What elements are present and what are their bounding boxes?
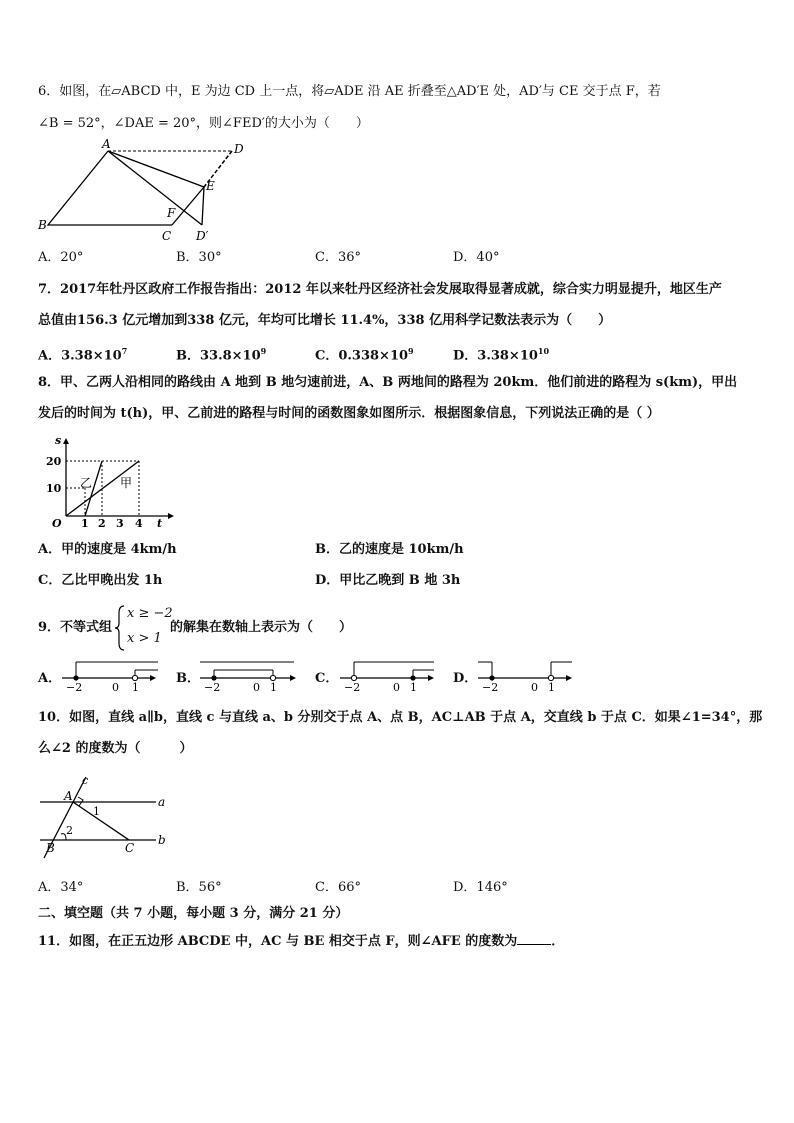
q8-xtick-4: 4 [135, 517, 143, 530]
q11-text: 11．如图，在正五边形 ABCDE 中，AC 与 BE 相交于点 F，则∠AFE 的度数为 [38, 934, 518, 949]
q8-series-yi: 乙 [80, 476, 93, 490]
q8-function-graph [40, 436, 180, 531]
q8-xtick-1: 1 [81, 517, 89, 530]
q11-end: ． [551, 934, 565, 949]
q8-stem-line1: 8．甲、乙两人沿相同的路线由 A 地到 B 地匀速前进，A、B 两地间的路程为 20km．他们前进的路程为 s(km)，甲出 [38, 375, 738, 390]
q6-option-a[interactable]: A．20° [38, 250, 84, 265]
q8-origin: O [52, 517, 62, 530]
q6-stem-line2: ∠B = 52°，∠DAE = 20°，则∠FED′的大小为（ ） [38, 116, 369, 131]
q7-stem-line1: 7．2017年牡丹区政府工作报告指出：2012 年以来牡丹区经济社会发展取得显著成就，综合实力明显提升，地区生产 [38, 282, 722, 297]
q7-option-c-base: C．0.338×10 [315, 348, 409, 364]
q10-option-a[interactable]: A．34° [38, 880, 84, 895]
q8-option-a[interactable]: A．甲的速度是 4km/h [38, 542, 177, 557]
q9-a-tick-0: 0 [112, 681, 119, 694]
q7-option-b[interactable] [176, 342, 266, 365]
q7-option-b-exp: 9 [260, 346, 267, 356]
q7-option-c[interactable] [315, 342, 414, 365]
q7-option-a-exp: 7 [121, 346, 128, 356]
q6-label-e: E [206, 179, 215, 193]
q11-answer-blank[interactable] [517, 932, 551, 945]
q7-stem-line2: 总值由156.3 亿元增加到338 亿元，年均可比增长 11.4%，338 亿用科学记数法表示为（ ） [38, 313, 612, 328]
q9-option-c-letter[interactable]: C． [315, 671, 339, 686]
q9-d-tick-1: 1 [548, 681, 555, 694]
q10-label-b-point: B [46, 841, 55, 855]
q10-label-angle2: 2 [66, 824, 73, 837]
q9-option-d-letter[interactable]: D． [453, 671, 478, 686]
q7-option-d-base: D．3.38×10 [453, 348, 538, 364]
q6-parallelogram-figure [36, 136, 256, 246]
q9-option-a-letter[interactable]: A． [38, 671, 62, 686]
q8-xtick-2: 2 [98, 517, 106, 530]
q11-stem [38, 932, 564, 951]
q10-label-c-line: c [82, 774, 89, 787]
q8-stem-line2: 发后的时间为 t(h)，甲、乙前进的路程与时间的函数图象如图所示．根据图象信息，下列说法正确的是（ ） [38, 406, 660, 421]
q10-parallel-lines-figure [36, 772, 176, 860]
q6-option-d[interactable]: D．40° [453, 250, 500, 265]
q10-label-a-line: a [158, 795, 166, 809]
q9-b-tick-0: 0 [253, 681, 260, 694]
q10-stem-line2: 么∠2 的度数为（ ） [38, 741, 193, 756]
q6-stem-line1: 6．如图，在▱ABCD 中，E 为边 CD 上一点，将▱ADE 沿 AE 折叠至△AD′E 处，AD′与 CE 交于点 F，若 [38, 84, 661, 99]
q9-d-tick-neg2: −2 [482, 681, 499, 694]
q10-label-a-point: A [64, 789, 73, 803]
q10-option-d[interactable]: D．146° [453, 880, 508, 895]
q9-inequality-1: x ≥ −2 [127, 606, 173, 621]
q7-option-d[interactable] [453, 342, 549, 365]
q9-b-tick-neg2: −2 [204, 681, 221, 694]
q9-c-tick-neg2: −2 [344, 681, 361, 694]
q9-option-b-letter[interactable]: B． [176, 671, 200, 686]
q9-option-b-numberline[interactable] [198, 658, 298, 694]
q10-option-b[interactable]: B．56° [176, 880, 222, 895]
q9-option-a-numberline[interactable] [60, 658, 160, 694]
q7-option-b-base: B．33.8×10 [176, 348, 261, 364]
q10-stem-line1: 10．如图，直线 a∥b，直线 c 与直线 a、b 分别交于点 A、点 B，AC⊥AB 于点 A，交直线 b 于点 C．如果∠1=34°，那 [38, 710, 763, 725]
q7-option-c-exp: 9 [408, 346, 414, 356]
q6-option-b[interactable]: B．30° [176, 250, 222, 265]
q9-c-tick-0: 0 [393, 681, 400, 694]
q9-suffix: 的解集在数轴上表示为（ ） [170, 620, 353, 635]
q9-c-tick-1: 1 [410, 681, 417, 694]
q8-xtick-3: 3 [116, 517, 124, 530]
q8-option-c[interactable]: C．乙比甲晚出发 1h [38, 573, 163, 588]
q9-inequality-2: x > 1 [127, 631, 162, 646]
q7-option-d-exp: 10 [537, 346, 550, 356]
q10-option-c[interactable]: C．66° [315, 880, 361, 895]
q6-label-c: C [162, 229, 172, 243]
q8-series-jia: 甲 [120, 476, 133, 490]
q9-a-tick-neg2: −2 [66, 681, 83, 694]
q9-option-d-numberline[interactable] [476, 658, 576, 694]
q6-label-d-prime: D′ [196, 229, 209, 243]
q9-b-tick-1: 1 [270, 681, 277, 694]
q9-prefix: 9．不等式组 [38, 620, 113, 635]
q10-label-angle1: 1 [93, 805, 100, 818]
q9-option-c-numberline[interactable] [338, 658, 438, 694]
q9-brace [114, 605, 126, 651]
q10-label-c-point: C [125, 841, 135, 855]
q9-d-tick-0: 0 [531, 681, 538, 694]
section2-heading: 二、填空题（共 7 小题，每小题 3 分，满分 21 分） [38, 906, 349, 921]
q8-option-b[interactable]: B．乙的速度是 10km/h [315, 542, 464, 557]
q9-a-tick-1: 1 [132, 681, 139, 694]
q7-option-a-base: A．3.38×10 [38, 348, 122, 364]
q7-option-a[interactable] [38, 342, 127, 365]
q6-label-b: B [38, 218, 47, 232]
q8-ytick-20: 20 [46, 455, 62, 468]
q8-axis-s: s [55, 436, 62, 447]
q8-axis-t: t [157, 517, 163, 530]
q6-label-d: D [234, 142, 244, 156]
q6-label-f: F [167, 206, 176, 220]
q6-option-c[interactable]: C．36° [315, 250, 361, 265]
q6-label-a: A [102, 137, 111, 151]
q8-ytick-10: 10 [46, 482, 62, 495]
q8-option-d[interactable]: D．甲比乙晚到 B 地 3h [315, 573, 461, 588]
q10-label-b-line: b [158, 833, 166, 847]
